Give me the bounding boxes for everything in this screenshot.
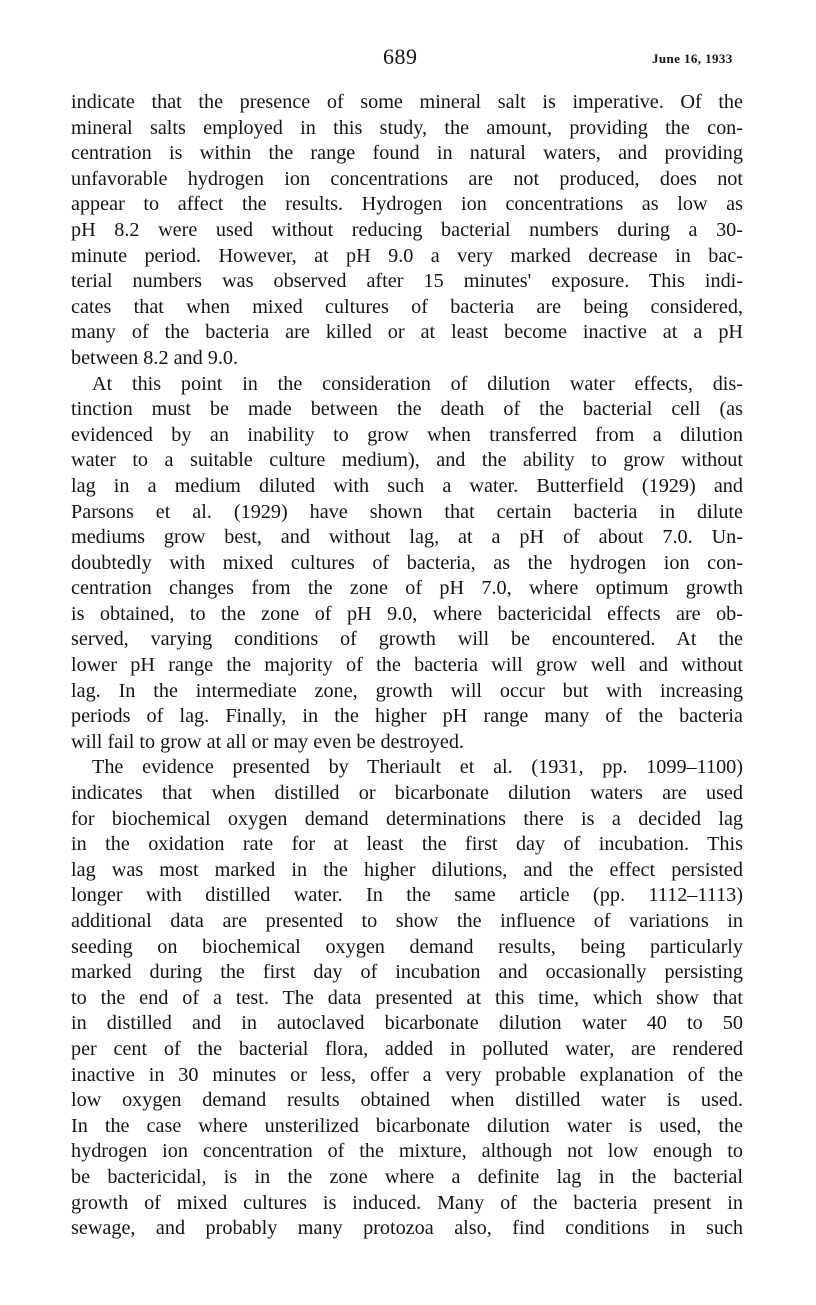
text-line: lag was most marked in the higher dilutions, and the effect persisted bbox=[71, 858, 743, 881]
text-line: seeding on biochemical oxygen demand results, being particularly bbox=[71, 935, 743, 958]
text-line: in distilled and in autoclaved bicarbonate dilution water 40 to 50 bbox=[71, 1012, 743, 1035]
text-line: indicates that when distilled or bicarbonate dilution waters are used bbox=[71, 782, 743, 805]
text-line: mineral salts employed in this study, the amount, providing the con- bbox=[71, 116, 743, 139]
text-line: is obtained, to the zone of pH 9.0, where bactericidal effects are ob- bbox=[71, 602, 743, 625]
text-line: tinction must be made between the death of the bacterial cell (as bbox=[71, 398, 743, 421]
text-line: At this point in the consideration of dilution water effects, dis- bbox=[92, 372, 743, 395]
text-line: marked during the first day of incubation and occasionally persisting bbox=[71, 961, 743, 984]
paragraph bbox=[71, 755, 743, 1241]
text-line: served, varying conditions of growth will be encountered. At the bbox=[71, 628, 743, 651]
text-line: pH 8.2 were used without reducing bacterial numbers during a 30- bbox=[71, 218, 743, 241]
text-line: for biochemical oxygen demand determinations there is a decided lag bbox=[71, 807, 743, 830]
text-line: In the case where unsterilized bicarbonate dilution water is used, the bbox=[71, 1114, 743, 1137]
paragraph bbox=[71, 372, 743, 756]
text-line: many of the bacteria are killed or at least become inactive at a pH bbox=[71, 321, 743, 344]
text-line: additional data are presented to show the influence of variations in bbox=[71, 910, 743, 932]
text-line: will fail to grow at all or may even be destroyed. bbox=[71, 730, 464, 753]
text-line: inactive in 30 minutes or less, offer a very probable explanation of the bbox=[71, 1063, 743, 1086]
text-line: sewage, and probably many protozoa also, find conditions in such bbox=[71, 1217, 743, 1240]
text-line: indicate that the presence of some mineral salt is imperative. Of the bbox=[71, 91, 743, 113]
page-number: 689 bbox=[383, 44, 418, 69]
page-date: June 16, 1933 bbox=[652, 51, 733, 66]
text-line: doubtedly with mixed cultures of bacteria, as the hydrogen ion con- bbox=[71, 551, 743, 574]
text-line: to the end of a test. The data presented at this time, which show that bbox=[71, 986, 743, 1009]
text-line: lag in a medium diluted with such a water. Butterfield (1929) and bbox=[71, 474, 743, 497]
text-line: periods of lag. Finally, in the higher pH range many of the bacteria bbox=[71, 705, 743, 728]
article-body bbox=[71, 90, 743, 1242]
text-line: be bactericidal, is in the zone where a definite lag in the bacterial bbox=[71, 1165, 743, 1188]
text-line: mediums grow best, and without lag, at a pH of about 7.0. Un- bbox=[71, 526, 743, 549]
text-line: The evidence presented by Theriault et al. (1931, pp. 1099–1100) bbox=[92, 756, 743, 779]
text-line: between 8.2 and 9.0. bbox=[71, 346, 239, 369]
text-line: terial numbers was observed after 15 minutes' exposure. This indi- bbox=[71, 270, 743, 293]
text-line: centration is within the range found in natural waters, and providing bbox=[71, 142, 743, 165]
text-line: low oxygen demand results obtained when distilled water is used. bbox=[71, 1089, 743, 1112]
text-line: minute period. However, at pH 9.0 a very marked decrease in bac- bbox=[71, 244, 743, 267]
text-line: lower pH range the majority of the bacteria will grow well and without bbox=[71, 654, 743, 677]
text-line: centration changes from the zone of pH 7.0, where optimum growth bbox=[71, 577, 743, 600]
text-line: water to a suitable culture medium), and the ability to grow without bbox=[71, 449, 743, 472]
paragraph bbox=[71, 90, 743, 372]
text-line: appear to affect the results. Hydrogen ion concentrations as low as bbox=[71, 193, 743, 216]
text-line: cates that when mixed cultures of bacteria are being considered, bbox=[71, 295, 743, 318]
text-line: hydrogen ion concentration of the mixture, although not low enough to bbox=[71, 1140, 743, 1163]
text-line: longer with distilled water. In the same article (pp. 1112–1113) bbox=[71, 884, 743, 907]
text-line: evidenced by an inability to grow when transferred from a dilution bbox=[71, 423, 743, 446]
text-line: growth of mixed cultures is induced. Many of the bacteria present in bbox=[71, 1191, 743, 1214]
text-line: unfavorable hydrogen ion concentrations are not produced, does not bbox=[71, 167, 743, 190]
text-line: per cent of the bacterial flora, added in polluted water, are rendered bbox=[71, 1037, 743, 1060]
text-line: in the oxidation rate for at least the first day of incubation. This bbox=[71, 833, 743, 856]
text-line: Parsons et al. (1929) have shown that certain bacteria in dilute bbox=[71, 500, 743, 523]
text-line: lag. In the intermediate zone, growth will occur but with increasing bbox=[71, 679, 743, 702]
